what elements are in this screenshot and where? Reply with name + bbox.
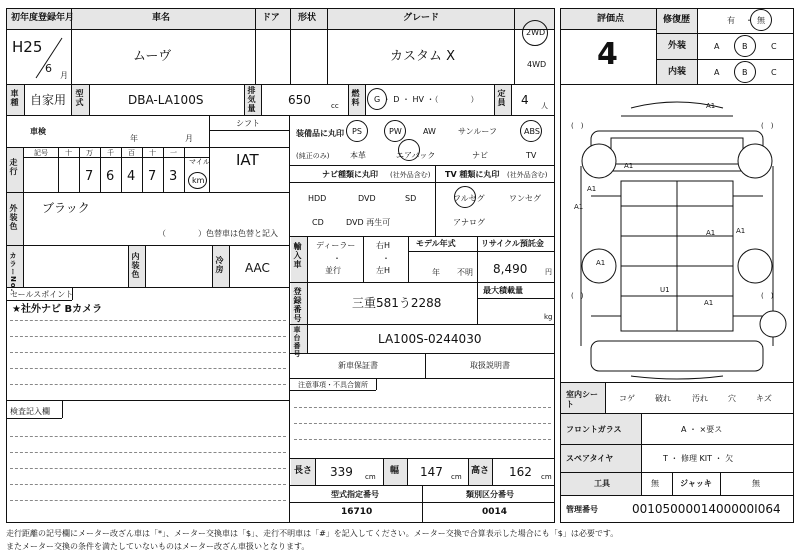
mileage-digit-4: 3 xyxy=(169,169,178,184)
seat-item-0: コゲ xyxy=(619,394,635,403)
damage-label-5: A1 xyxy=(706,229,716,237)
warranty-new: 新車保証書 xyxy=(338,361,378,370)
seat-item-2: 汚れ xyxy=(692,394,708,403)
equip-airbag: エアバック xyxy=(396,151,436,160)
import-dot: ・ xyxy=(333,254,341,263)
height-label: 高さ xyxy=(471,466,490,476)
digit-label-0: 十 xyxy=(65,149,72,157)
windshield-value: A ・ ×要ス xyxy=(681,425,723,434)
spec-number-value: 16710 xyxy=(341,507,373,517)
recycle-value: 8,490 xyxy=(493,262,528,276)
caution-label: 注意事項・不具合箇所 xyxy=(298,381,368,389)
equip-airbag-circle xyxy=(398,139,420,161)
damage-label-6: A1 xyxy=(736,227,746,235)
tools-label: 工具 xyxy=(594,479,610,488)
equip-pw: PW xyxy=(389,127,402,136)
ac-label: 冷房 xyxy=(215,256,224,274)
displacement-label: 排気量 xyxy=(247,86,256,113)
drive-2wd: 2WD xyxy=(526,28,546,37)
car-name-label: 車名 xyxy=(152,13,171,23)
tools-value-cell: 無 xyxy=(651,479,659,488)
capacity-unit: 人 xyxy=(541,102,548,110)
nav-dvd: DVD xyxy=(358,194,376,203)
seat-label: 室内シート xyxy=(566,390,598,409)
import-parallel: 並行 xyxy=(325,266,341,275)
color-value: ブラック xyxy=(42,201,90,215)
tv-fullseg-circle xyxy=(454,186,476,208)
jack-label: ジャッキ xyxy=(680,479,712,488)
footer-line-1: 走行距離の記号欄にメーター改ざん車は「*」、メーター交換車は「$」、走行不明車は「#」を記入してください。メーター交換で合算表示した場合にも「$」は必要です。 xyxy=(6,529,619,538)
equip-aw: AW xyxy=(423,127,436,136)
damage-label-4: A1 xyxy=(596,259,606,267)
length-unit: cm xyxy=(365,473,376,481)
digit-label-3: 百 xyxy=(128,149,135,157)
registration-value: 三重581う2288 xyxy=(352,296,442,310)
shape-label: 形状 xyxy=(298,13,317,23)
grade-label: グレード xyxy=(403,13,440,23)
mile-label: マイル xyxy=(189,158,210,166)
repair-label: 修復歴 xyxy=(663,15,691,25)
mileage-digit-3: 7 xyxy=(148,169,157,184)
model-label: 型式 xyxy=(75,89,84,107)
inspector-label: 検査記入欄 xyxy=(10,407,50,416)
svg-text:( ): ( ) xyxy=(761,292,774,300)
equip-abs-circle xyxy=(520,120,542,142)
interior-label: 内装 xyxy=(668,67,687,77)
sign-label: 記号 xyxy=(34,149,48,157)
km-label: km xyxy=(192,176,205,185)
damage-label-7: U1 xyxy=(660,286,670,294)
repair-no: 無 xyxy=(757,16,765,25)
svg-text:( ): ( ) xyxy=(761,122,774,130)
seat-item-4: キズ xyxy=(756,394,772,403)
first-reg-label: 初年度登録年月 xyxy=(11,13,75,23)
inspection-month-unit: 月 xyxy=(185,134,193,143)
import-right: 右H xyxy=(376,241,391,250)
shift-label: シフト xyxy=(236,119,260,128)
damage-label-3: A1 xyxy=(574,203,584,211)
equipment-label: 装備品に丸印 xyxy=(296,129,344,138)
equip-pw-circle xyxy=(384,120,406,142)
height-unit: cm xyxy=(541,473,552,481)
tv-analog: アナログ xyxy=(453,218,485,227)
interior-b: B xyxy=(742,68,748,77)
exterior-label: 外装 xyxy=(668,41,687,51)
equipment-sub: (純正のみ) xyxy=(296,152,330,160)
digit-label-1: 万 xyxy=(86,149,93,157)
damage-label-0: A1 xyxy=(706,102,716,110)
equip-ps: PS xyxy=(352,127,362,136)
usage-value: 自家用 xyxy=(30,93,67,107)
door-label: ドア xyxy=(262,13,280,23)
class-number-value: 0014 xyxy=(482,507,508,517)
equip-sunroof: サンルーフ xyxy=(458,127,497,136)
spare-value: T ・ 修理 KIT ・ 欠 xyxy=(663,454,734,463)
chassis-value: LA100S-0244030 xyxy=(378,332,482,346)
mileage-digit-1: 6 xyxy=(106,169,115,184)
windshield-label: フロントガラス xyxy=(566,425,622,434)
equip-tv: TV xyxy=(526,151,537,160)
exterior-a: A xyxy=(714,42,720,51)
digit-label-5: 一 xyxy=(170,149,177,157)
interior-a: A xyxy=(714,68,720,77)
nav-hdd: HDD xyxy=(308,194,327,203)
color-note: （ ）色替車は色替と記入 xyxy=(158,229,278,238)
displacement-value: 650 xyxy=(288,93,311,107)
shift-value: IAT xyxy=(236,151,259,169)
equip-nav: ナビ xyxy=(472,151,488,160)
control-label: 管理番号 xyxy=(566,505,598,514)
color-code-label: カラーNo. xyxy=(9,252,17,293)
color-label: 外装色 xyxy=(9,204,18,231)
car-name: ムーヴ xyxy=(133,49,172,64)
digit-label-4: 十 xyxy=(149,149,156,157)
recycle-label: リサイクル預託金 xyxy=(481,239,544,248)
fuel-options: G ・ D ・ HV ・（ ） xyxy=(374,95,479,104)
width-value: 147 xyxy=(420,465,443,479)
sales-point-label: セールスポイント xyxy=(10,290,74,299)
recycle-yen: 円 xyxy=(545,268,552,276)
cc-unit: cc xyxy=(331,102,339,110)
nav-cd: CD xyxy=(312,218,324,227)
width-unit: cm xyxy=(451,473,462,481)
import-label: 輸入車 xyxy=(293,242,302,269)
interior-c: C xyxy=(771,68,777,77)
nav-sub: (社外品含む) xyxy=(390,171,431,179)
nav-dvd-play: DVD 再生可 xyxy=(346,218,391,227)
usage-label: 車種 xyxy=(10,89,19,107)
import-left: 左H xyxy=(376,266,391,275)
ac-value: AAC xyxy=(245,261,270,275)
length-value: 339 xyxy=(330,465,353,479)
damage-label-2: A1 xyxy=(587,185,597,193)
damage-label-8: A1 xyxy=(704,299,714,307)
grade-value: カスタム X xyxy=(390,49,456,64)
model-year-label: モデル年式 xyxy=(416,239,456,248)
length-label: 長さ xyxy=(294,466,313,476)
model-year-unknown: 不明 xyxy=(457,268,473,277)
seat-item-3: 穴 xyxy=(728,394,736,403)
tv-fullseg: フルセグ xyxy=(453,194,485,203)
car-diagram xyxy=(561,86,793,382)
score-value: 4 xyxy=(597,37,618,72)
tv-sub: (社外品含む) xyxy=(507,171,548,179)
nav-sd: SD xyxy=(405,194,417,203)
spare-label: スペアタイヤ xyxy=(566,454,614,463)
capacity-label: 定員 xyxy=(497,89,506,107)
mileage-label: 走行 xyxy=(9,158,18,176)
class-number-label: 類別区分番号 xyxy=(466,490,514,499)
chassis-label: 車台番号 xyxy=(293,326,301,358)
mileage-digit-2: 4 xyxy=(127,169,136,184)
jack-value: 無 xyxy=(752,479,760,488)
repair-dot: ・ xyxy=(745,16,753,25)
inspection-label: 車検 xyxy=(30,127,46,136)
registration-label: 登録番号 xyxy=(293,287,302,323)
seat-item-1: 破れ xyxy=(655,394,671,403)
first-reg-year: H25 xyxy=(12,38,43,56)
warranty-manual: 取扱説明書 xyxy=(470,361,510,370)
fuel-label: 燃料 xyxy=(351,89,360,107)
width-label: 幅 xyxy=(390,466,400,476)
max-load-label: 最大積載量 xyxy=(483,286,523,295)
import-dot2: ・ xyxy=(382,254,390,263)
footer-line-2: またメーター交換の条件を満たしていないものはメーター改ざん車扱いとなります。 xyxy=(6,542,310,551)
equip-leather: 本革 xyxy=(350,151,366,160)
tv-title: TV 種類に丸印 xyxy=(445,170,500,179)
interior-color-label: 内装色 xyxy=(131,252,140,279)
tv-oneseg: ワンセグ xyxy=(509,194,541,203)
score-label: 評価点 xyxy=(597,14,625,24)
month-unit: 月 xyxy=(60,71,68,80)
repair-yes: 有 xyxy=(727,16,735,25)
interior-b-circle xyxy=(734,61,756,83)
nav-title: ナビ種類に丸印 xyxy=(322,170,378,179)
equip-ps-circle xyxy=(346,120,368,142)
mileage-digit-0: 7 xyxy=(85,169,94,184)
sales-point-text: ★社外ナビ Bカメラ xyxy=(12,304,103,315)
damage-label-1: A1 xyxy=(624,162,634,170)
svg-text:( ): ( ) xyxy=(571,122,584,130)
exterior-b-circle xyxy=(734,35,756,57)
digit-label-2: 千 xyxy=(107,149,114,157)
exterior-b: B xyxy=(742,42,748,51)
import-dealer: ディーラー xyxy=(316,241,356,250)
drive-4wd: 4WD xyxy=(527,60,547,69)
header-label-row xyxy=(7,9,554,29)
exterior-c: C xyxy=(771,42,777,51)
first-reg-month: 6 xyxy=(45,62,52,75)
height-value: 162 xyxy=(509,465,532,479)
inspection-year-unit: 年 xyxy=(130,134,138,143)
model-year-unit: 年 xyxy=(432,268,440,277)
equip-abs: ABS xyxy=(524,127,540,136)
capacity-value: 4 xyxy=(521,93,529,107)
spec-number-label: 型式指定番号 xyxy=(331,490,379,499)
svg-text:( ): ( ) xyxy=(571,292,584,300)
model-value: DBA-LA100S xyxy=(128,93,204,107)
max-load-unit: kg xyxy=(544,313,553,321)
control-value: 0010500001400000I064 xyxy=(632,502,781,516)
